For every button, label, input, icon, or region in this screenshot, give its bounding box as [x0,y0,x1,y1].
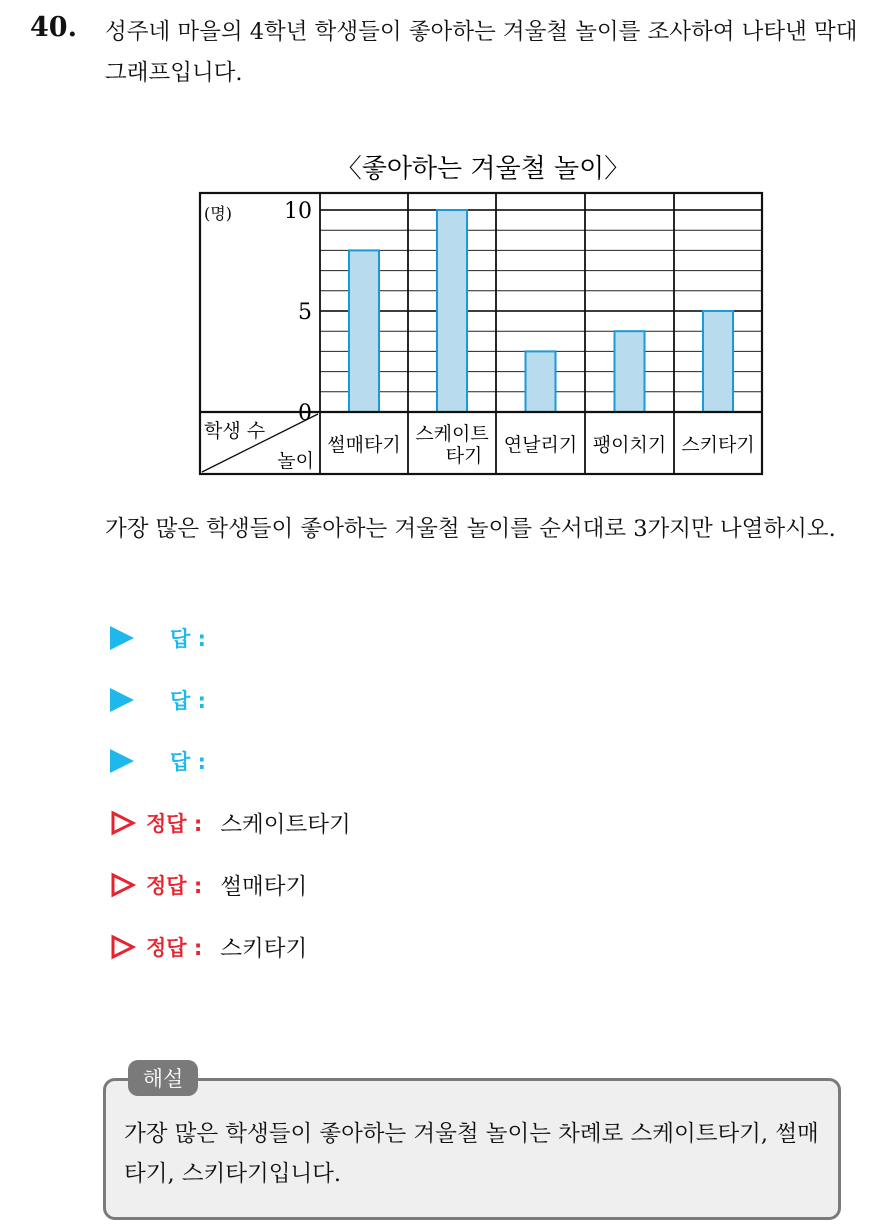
y-tick-label: 5 [298,300,312,325]
answer-row-1 [110,622,206,654]
arrow-icon [110,688,134,712]
correct-answer-row-1 [110,807,351,839]
y-tick-label: 10 [284,199,312,224]
correct-answer-value: 썰매타기 [220,874,308,900]
outline-arrow-icon [110,810,136,836]
chart-title: 〈좋아하는 겨울철 놀이〉 [335,154,631,184]
category-label: 썰매타기 [327,434,401,456]
answer-label: 답 : [170,689,206,713]
bar [437,210,467,412]
question-text: 성주네 마을의 4학년 학생들이 좋아하는 겨울철 놀이를 조사하여 나타낸 막대그래프입니다. [105,19,858,86]
bar [615,331,645,412]
answer-row-2 [110,684,206,716]
corner-label-top: 학생 수 [204,420,266,442]
answer-label: 답 : [170,750,206,774]
question-number: 40. [30,12,77,43]
correct-answer-label: 정답 : [146,874,203,898]
corner-label-bottom: 놀이 [277,450,314,472]
explanation-text: 가장 많은 학생들이 좋아하는 겨울철 놀이는 차례로 스케이트타기, 썰매타기, 스키타기입니다. [124,1121,819,1187]
outline-arrow-icon [110,872,136,898]
bar [526,351,556,412]
correct-answer-label: 정답 : [146,812,203,836]
question-prompt: 가장 많은 학생들이 좋아하는 겨울철 놀이를 순서대로 3가지만 나열하시오. [105,516,836,542]
category-label: 연날리기 [503,434,578,456]
explanation-tag: 해설 [128,1060,198,1096]
correct-answer-value: 스키타기 [220,936,308,962]
chart-labels [204,199,755,472]
category-label: 타기 [445,445,483,467]
arrow-icon [110,626,134,650]
correct-answer-value: 스케이트타기 [220,812,351,838]
category-label: 스케이트 [415,423,489,445]
category-label: 스키타기 [681,434,755,456]
correct-answer-label: 정답 : [146,936,203,960]
bar-chart [0,0,884,500]
correct-answer-row-2 [110,869,307,901]
correct-answer-row-3 [110,931,307,963]
category-label: 팽이치기 [592,434,667,456]
bar [703,311,733,412]
answer-label: 답 : [170,627,206,651]
arrow-icon [110,749,134,773]
y-tick-label: 0 [298,401,312,426]
unit-label: (명) [204,204,232,223]
answer-row-3 [110,745,206,777]
bar [349,250,379,412]
outline-arrow-icon [110,934,136,960]
